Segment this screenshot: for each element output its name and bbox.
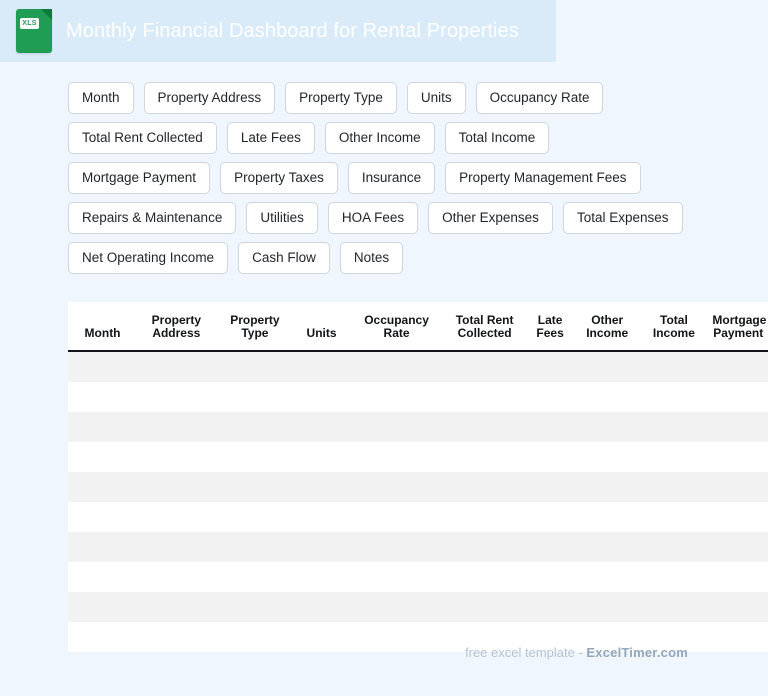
table-cell[interactable] — [68, 472, 137, 502]
field-chip-utilities[interactable]: Utilities — [246, 202, 318, 234]
page-title: Monthly Financial Dashboard for Rental Properties — [66, 19, 519, 42]
table-cell[interactable] — [444, 442, 525, 472]
table-cell[interactable] — [708, 351, 768, 382]
table-row[interactable] — [68, 442, 768, 472]
column-header-mortgage-payment[interactable]: Mortgage Payment — [708, 302, 768, 351]
table-cell[interactable] — [216, 472, 295, 502]
table-cell[interactable] — [708, 412, 768, 442]
table-row[interactable] — [68, 562, 768, 592]
table-cell[interactable] — [444, 502, 525, 532]
table-cell[interactable] — [444, 351, 525, 382]
table-cell[interactable] — [525, 502, 575, 532]
field-chip-mortgage-payment[interactable]: Mortgage Payment — [68, 162, 210, 194]
column-header-total-rent-collected[interactable]: Total Rent Collected — [444, 302, 525, 351]
table-cell[interactable] — [575, 502, 639, 532]
field-chip-other-income[interactable]: Other Income — [325, 122, 435, 154]
footer-brand[interactable]: ExcelTimer.com — [586, 645, 688, 660]
table-cell[interactable] — [349, 382, 444, 412]
table-cell[interactable] — [349, 412, 444, 442]
table-cell[interactable] — [294, 622, 349, 652]
footer-credit — [465, 645, 688, 660]
column-header-units[interactable]: Units — [294, 302, 349, 351]
table-cell[interactable] — [216, 351, 295, 382]
footer-text: free excel template - — [465, 645, 583, 660]
table-cell[interactable] — [708, 622, 768, 652]
table-cell[interactable] — [639, 502, 708, 532]
table-cell[interactable] — [68, 532, 137, 562]
table-cell[interactable] — [525, 592, 575, 622]
field-chip-list — [68, 82, 688, 274]
column-header-occupancy-rate[interactable]: Occupancy Rate — [349, 302, 444, 351]
table-cell[interactable] — [294, 382, 349, 412]
field-chip-late-fees[interactable]: Late Fees — [227, 122, 315, 154]
table-cell[interactable] — [349, 502, 444, 532]
table-cell[interactable] — [444, 382, 525, 412]
xls-icon-body — [16, 9, 52, 53]
table-cell[interactable] — [68, 351, 137, 382]
table-cell[interactable] — [68, 412, 137, 442]
table-row[interactable] — [68, 502, 768, 532]
column-header-month[interactable]: Month — [68, 302, 137, 351]
table-cell[interactable] — [444, 592, 525, 622]
table-cell[interactable] — [639, 562, 708, 592]
table-cell[interactable] — [349, 472, 444, 502]
field-chip-hoa-fees[interactable]: HOA Fees — [328, 202, 418, 234]
table-cell[interactable] — [216, 592, 295, 622]
table-cell[interactable] — [639, 472, 708, 502]
spreadsheet-table-container[interactable] — [68, 302, 767, 652]
table-cell[interactable] — [708, 532, 768, 562]
table-cell[interactable] — [294, 351, 349, 382]
table-cell[interactable] — [639, 412, 708, 442]
table-row[interactable] — [68, 532, 768, 562]
table-cell[interactable] — [525, 532, 575, 562]
field-chip-occupancy-rate[interactable]: Occupancy Rate — [476, 82, 604, 114]
table-header-row — [68, 302, 768, 351]
field-chip-units[interactable]: Units — [407, 82, 466, 114]
table-cell[interactable] — [525, 412, 575, 442]
field-chip-insurance[interactable]: Insurance — [348, 162, 435, 194]
table-cell[interactable] — [68, 502, 137, 532]
table-cell[interactable] — [349, 562, 444, 592]
table-cell[interactable] — [525, 442, 575, 472]
table-cell[interactable] — [575, 382, 639, 412]
field-chip-property-management-fees[interactable]: Property Management Fees — [445, 162, 640, 194]
table-cell[interactable] — [68, 442, 137, 472]
table-cell[interactable] — [216, 382, 295, 412]
table-row[interactable] — [68, 382, 768, 412]
field-chip-property-address[interactable]: Property Address — [144, 82, 276, 114]
table-cell[interactable] — [639, 351, 708, 382]
column-header-late-fees[interactable]: Late Fees — [525, 302, 575, 351]
table-cell[interactable] — [294, 412, 349, 442]
table-cell[interactable] — [639, 532, 708, 562]
table-cell[interactable] — [137, 592, 216, 622]
table-cell[interactable] — [349, 351, 444, 382]
table-cell[interactable] — [216, 622, 295, 652]
table-cell[interactable] — [349, 442, 444, 472]
table-cell[interactable] — [575, 592, 639, 622]
table-cell[interactable] — [294, 592, 349, 622]
field-chip-cash-flow[interactable]: Cash Flow — [238, 242, 330, 274]
table-cell[interactable] — [137, 472, 216, 502]
table-cell[interactable] — [525, 382, 575, 412]
table-cell[interactable] — [575, 442, 639, 472]
table-cell[interactable] — [294, 562, 349, 592]
table-row[interactable] — [68, 472, 768, 502]
table-cell[interactable] — [137, 622, 216, 652]
table-body[interactable] — [68, 351, 768, 652]
table-cell[interactable] — [575, 412, 639, 442]
table-cell[interactable] — [68, 622, 137, 652]
table-cell[interactable] — [68, 382, 137, 412]
table-cell[interactable] — [349, 532, 444, 562]
table-cell[interactable] — [294, 502, 349, 532]
table-cell[interactable] — [708, 592, 768, 622]
table-cell[interactable] — [639, 592, 708, 622]
table-cell[interactable] — [137, 532, 216, 562]
xls-file-icon — [16, 9, 52, 53]
table-cell[interactable] — [216, 502, 295, 532]
field-chip-property-taxes[interactable]: Property Taxes — [220, 162, 338, 194]
table-cell[interactable] — [137, 562, 216, 592]
table-row[interactable] — [68, 412, 768, 442]
table-cell[interactable] — [575, 472, 639, 502]
table-cell[interactable] — [525, 562, 575, 592]
table-cell[interactable] — [708, 502, 768, 532]
table-cell[interactable] — [137, 351, 216, 382]
table-cell[interactable] — [525, 472, 575, 502]
table-cell[interactable] — [294, 532, 349, 562]
table-cell[interactable] — [68, 562, 137, 592]
table-cell[interactable] — [68, 592, 137, 622]
table-cell[interactable] — [137, 382, 216, 412]
table-cell[interactable] — [444, 412, 525, 442]
table-row[interactable] — [68, 592, 768, 622]
table-cell[interactable] — [137, 502, 216, 532]
table-cell[interactable] — [216, 562, 295, 592]
table-cell[interactable] — [639, 442, 708, 472]
table-cell[interactable] — [444, 562, 525, 592]
xls-icon-label: XLS — [20, 18, 39, 29]
table-cell[interactable] — [216, 532, 295, 562]
field-chip-total-income[interactable]: Total Income — [445, 122, 550, 154]
app-header — [0, 0, 556, 62]
column-header-other-income[interactable]: Other Income — [575, 302, 639, 351]
table-cell[interactable] — [444, 472, 525, 502]
table-cell[interactable] — [444, 532, 525, 562]
table-cell[interactable] — [349, 592, 444, 622]
column-header-property-address[interactable]: Property Address — [137, 302, 216, 351]
table-cell[interactable] — [525, 351, 575, 382]
table-cell[interactable] — [137, 412, 216, 442]
field-chip-net-operating-income[interactable]: Net Operating Income — [68, 242, 228, 274]
table-cell[interactable] — [294, 442, 349, 472]
table-cell[interactable] — [137, 442, 216, 472]
field-chip-repairs-maintenance[interactable]: Repairs & Maintenance — [68, 202, 236, 234]
column-header-property-type[interactable]: Property Type — [216, 302, 295, 351]
field-chip-total-expenses[interactable]: Total Expenses — [563, 202, 683, 234]
table-cell[interactable] — [708, 562, 768, 592]
field-chip-other-expenses[interactable]: Other Expenses — [428, 202, 553, 234]
table-cell[interactable] — [575, 532, 639, 562]
table-cell[interactable] — [708, 442, 768, 472]
table-cell[interactable] — [708, 472, 768, 502]
field-chip-total-rent-collected[interactable]: Total Rent Collected — [68, 122, 217, 154]
table-cell[interactable] — [294, 472, 349, 502]
table-cell[interactable] — [216, 442, 295, 472]
table-cell[interactable] — [216, 412, 295, 442]
table-row[interactable] — [68, 351, 768, 382]
field-chip-notes[interactable]: Notes — [340, 242, 403, 274]
table-cell[interactable] — [639, 382, 708, 412]
table-cell[interactable] — [708, 382, 768, 412]
table-cell[interactable] — [575, 351, 639, 382]
spreadsheet-table — [68, 302, 768, 652]
column-header-total-income[interactable]: Total Income — [639, 302, 708, 351]
field-chip-month[interactable]: Month — [68, 82, 134, 114]
field-chip-property-type[interactable]: Property Type — [285, 82, 397, 114]
table-cell[interactable] — [575, 562, 639, 592]
table-cell[interactable] — [349, 622, 444, 652]
